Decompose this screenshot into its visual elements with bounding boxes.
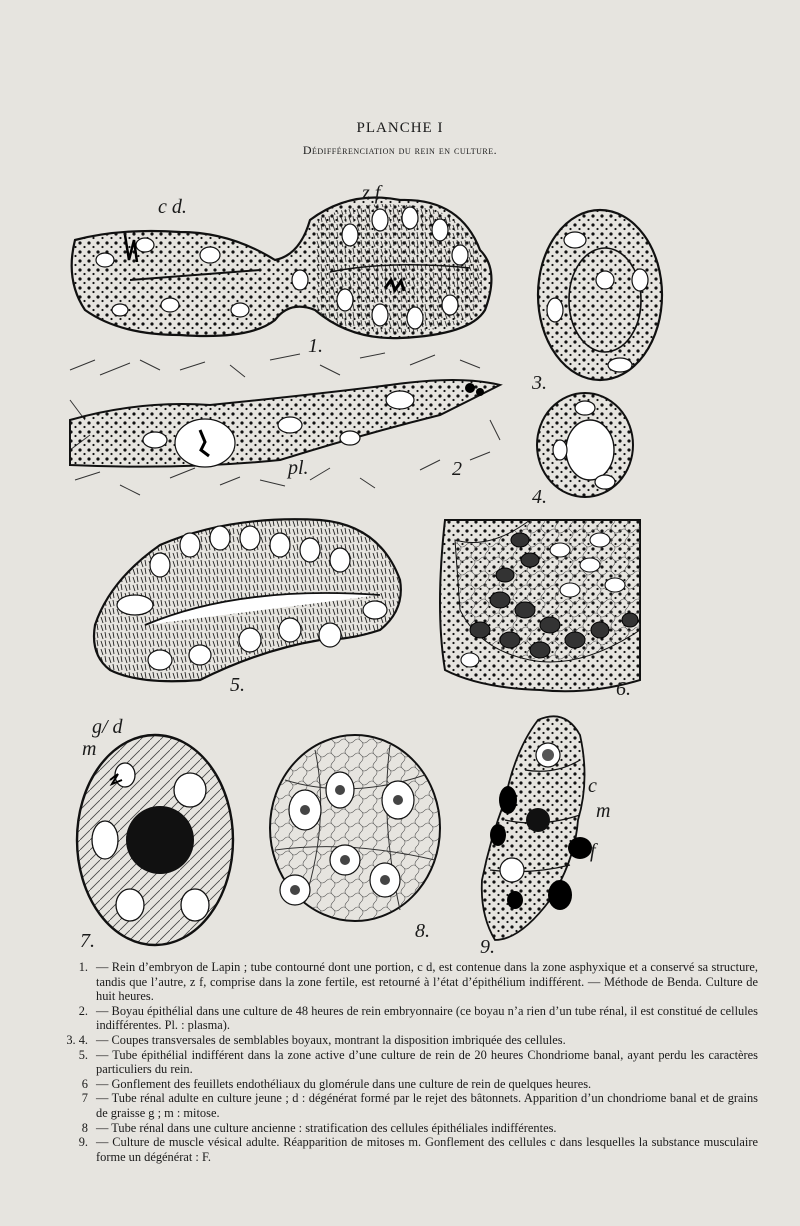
figure-label-2: 2 (452, 458, 462, 480)
legend-item-text: — Rein d’embryon de Lapin ; tube contourné dont une portion, c d, est contenue dans la zone asphyxique et a conservé sa structure, tandis que l’autre, z f, comprise dans la zone fertile, est retourné à l’état d’épithélium indifférent. — Méthode de Benda. Culture de huit heures. (96, 960, 758, 1004)
annotation-pl: pl. (288, 457, 309, 479)
legend-item-number: 3. 4. (66, 1032, 88, 1047)
legend-item (58, 1004, 758, 1033)
annotation-cd: c d. (158, 196, 187, 218)
plate-subtitle: Dédifférenciation du rein en culture. (302, 143, 498, 157)
legend-item-number: 7 (81, 1091, 88, 1106)
legend-item-text: — Tube épithélial indifférent dans la zone active d’une culture de rein de 20 heures Chondriome banal, ayant perdu les caractères particuliers du rein. (96, 1047, 758, 1077)
figure-label-3: 3. (532, 372, 547, 394)
legend-item-text: — Boyau épithélial dans une culture de 48 heures de rein embryonnaire (ce boyau n’a rien d’un tube rénal, il est constitué de cellules indifférentes. Pl. : plasma). (96, 1003, 758, 1033)
figure-6-drawing (440, 520, 640, 691)
legend-item-text: — Tube rénal dans une culture ancienne : stratification des cellules épithéliales indifférentes. (96, 1120, 557, 1135)
legend-item-number: 9. (78, 1135, 88, 1150)
figure-9-drawing (482, 716, 592, 940)
figure-7-drawing (77, 735, 233, 945)
figure-label-1: 1. (308, 335, 323, 357)
figure-label-5: 5. (230, 674, 245, 696)
figure-label-6: 6. (616, 678, 631, 700)
figures-drawing (60, 160, 750, 960)
legend-item (58, 1091, 758, 1120)
annotation-m9: m (596, 800, 611, 822)
legend-item (58, 1077, 758, 1092)
figure-label-4: 4. (532, 486, 547, 508)
legend-item (58, 1048, 758, 1077)
annotation-gd: g/ d (92, 716, 123, 738)
figure-8-drawing (270, 735, 440, 921)
legend-item-number: 5. (78, 1047, 88, 1062)
annotation-f9: f (590, 840, 596, 862)
legend-item-text: — Tube rénal adulte en culture jeune ; d : dégénérat formé par le rejet des bâtonnets. Apparition d’un chondriome banal et de grains de graisse g ; m : mitose. (96, 1091, 758, 1120)
figures-area (60, 160, 750, 960)
figure-label-7: 7. (80, 930, 95, 952)
legend (58, 960, 758, 1164)
legend-item-number: 2. (78, 1003, 88, 1018)
figure-1-drawing (72, 198, 492, 339)
annotation-zf: z f (362, 182, 381, 204)
legend-item (58, 960, 758, 1004)
figure-label-8: 8. (415, 920, 430, 942)
plate-title: PLANCHE I (356, 120, 444, 136)
figure-2-drawing (70, 353, 500, 495)
figure-3-drawing (538, 210, 662, 380)
legend-item (58, 1135, 758, 1164)
figure-label-9: 9. (480, 936, 495, 958)
annotation-c9: c (588, 775, 597, 797)
figure-5-drawing (94, 519, 401, 681)
legend-item-number: 8 (81, 1120, 88, 1135)
legend-item (58, 1121, 758, 1136)
legend-item-number: 6 (81, 1076, 88, 1091)
figure-4-drawing (537, 393, 633, 497)
legend-item-text: — Gonflement des feuillets endothéliaux du glomérule dans une culture de rein de quelques heures. (96, 1076, 592, 1091)
legend-item (58, 1033, 758, 1048)
legend-item-number: 1. (78, 960, 88, 974)
legend-item-text: — Coupes transversales de semblables boyaux, montrant la disposition imbriquée des cellules. (96, 1032, 566, 1047)
annotation-m7: m (82, 738, 97, 760)
legend-item-text: — Culture de muscle vésical adulte. Réapparition de mitoses m. Gonflement des cellules c dans lesquelles la substance musculaire forme un dégénérat : F. (96, 1135, 758, 1164)
